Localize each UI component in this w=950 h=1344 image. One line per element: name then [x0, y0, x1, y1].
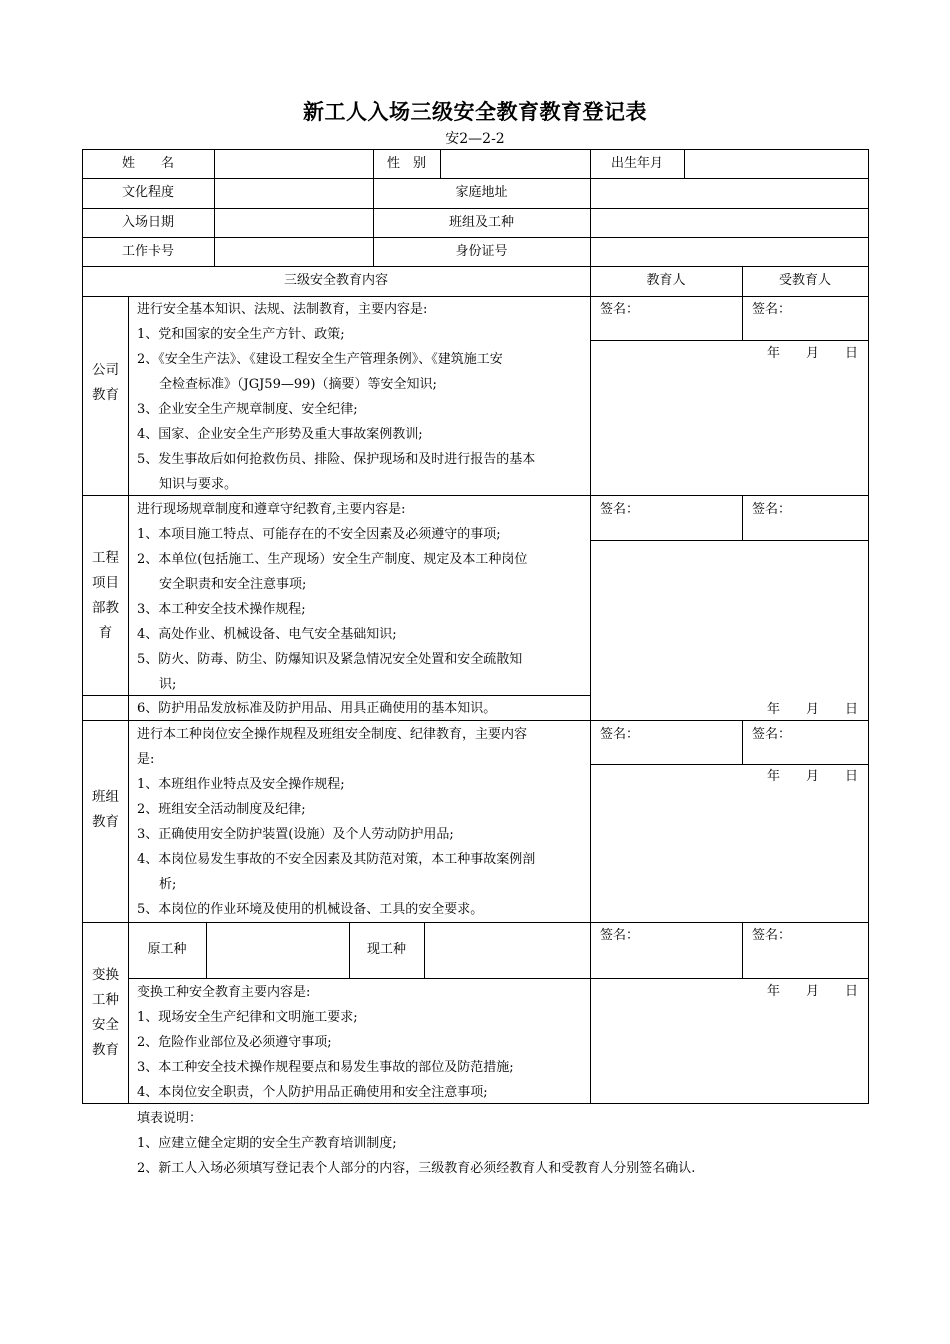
project-item-6: 6、防护用品发放标准及防护用品、用具正确使用的基本知识。 — [137, 701, 497, 716]
company-item-2-cont: 全检查标准》（JGJ59—99)（摘要）等安全知识; — [159, 377, 437, 392]
name-field[interactable] — [215, 150, 372, 178]
project-item-5-cont: 识; — [159, 677, 177, 692]
company-item-5-cont: 知识与要求。 — [159, 477, 238, 492]
change-content — [137, 980, 514, 1105]
project-section-label: 工程 项目 部教 育 — [92, 550, 119, 641]
team-item-4-cont: 析; — [159, 877, 177, 892]
current-trade-field[interactable] — [425, 923, 589, 977]
project-intro: 进行现场规章制度和遵章守纪教育,主要内容是: — [137, 502, 406, 517]
team-item-3: 3、正确使用安全防护装置(设施）及个人劳动防护用品; — [137, 827, 454, 842]
entry-date-field[interactable] — [215, 209, 372, 236]
education-label: 文化程度 — [121, 185, 174, 200]
team-item-4: 4、本岗位易发生事故的不安全因素及其防范对策，本工种事故案例剖 — [137, 852, 536, 867]
original-trade-field[interactable] — [207, 923, 348, 977]
team-item-1: 1、本班组作业特点及安全操作规程; — [137, 777, 345, 792]
change-item-4: 4、本岗位安全职责，个人防护用品正确使用和安全注意事项; — [137, 1085, 488, 1100]
address-field[interactable] — [591, 179, 867, 207]
change-intro: 变换工种安全教育主要内容是: — [137, 985, 311, 1000]
project-trainee-signature[interactable]: 签名： — [752, 502, 792, 517]
company-item-1: 1、党和国家的安全生产方针、政策; — [137, 327, 345, 342]
change-trainee-signature[interactable]: 签名： — [752, 928, 792, 943]
team-item-5: 5、本岗位的作业环境及使用的机械设备、工具的安全要求。 — [137, 902, 484, 917]
content-column-header: 三级安全教育内容 — [283, 273, 388, 288]
project-item-1: 1、本项目施工特点、可能存在的不安全因素及必须遵守的事项; — [137, 527, 501, 542]
gender-label: 性 别 — [386, 156, 426, 171]
change-item-2: 2、危险作业部位及必须遵守事项; — [137, 1035, 332, 1050]
company-item-3: 3、企业安全生产规章制度、安全纪律; — [137, 402, 358, 417]
team-section-label: 班组 教育 — [92, 789, 119, 830]
change-item-3: 3、本工种安全技术操作规程要点和易发生事故的部位及防范措施; — [137, 1060, 514, 1075]
team-trainee-signature[interactable]: 签名： — [752, 727, 792, 742]
team-item-2: 2、班组安全活动制度及纪律; — [137, 802, 306, 817]
name-label: 姓 名 — [121, 156, 174, 171]
card-label: 工作卡号 — [121, 243, 174, 259]
notes-heading: 填表说明： — [137, 1111, 203, 1126]
birth-label: 出生年月 — [610, 156, 663, 171]
company-item-4: 4、国家、企业安全生产形势及重大事故案例教训; — [137, 427, 423, 442]
team-label: 班组及工种 — [448, 214, 514, 230]
project-item-2: 2、本单位(包括施工、生产现场）安全生产制度、规定及本工种岗位 — [137, 552, 528, 567]
team-date[interactable]: 年 月 日 — [767, 769, 859, 784]
company-trainee-signature[interactable]: 签名： — [752, 302, 792, 317]
change-item-1: 1、现场安全生产纪律和文明施工要求; — [137, 1010, 358, 1025]
project-item-5: 5、防火、防毒、防尘、防爆知识及紧急情况安全处置和安全疏散知 — [137, 652, 523, 667]
trainee-column-header: 受教育人 — [778, 273, 831, 288]
notes-item-2: 2、新工人入场必须填写登记表个人部分的内容，三级教育必须经教育人和受教育人分别签名确认. — [137, 1161, 696, 1176]
team-intro-cont: 是: — [137, 752, 155, 767]
company-educator-signature[interactable]: 签名： — [600, 302, 640, 317]
project-educator-signature[interactable]: 签名： — [600, 502, 640, 517]
company-item-5: 5、发生事故后如何抢救伤员、排险、保护现场和及时进行报告的基本 — [137, 452, 536, 467]
project-item-3: 3、本工种安全技术操作规程; — [137, 602, 306, 617]
team-educator-signature[interactable]: 签名： — [600, 727, 640, 742]
project-content — [137, 497, 527, 697]
page-title: 新工人入场三级安全教育教育登记表 — [303, 100, 647, 124]
team-content — [137, 722, 535, 922]
education-field[interactable] — [215, 179, 372, 207]
birth-field[interactable] — [685, 150, 867, 178]
team-intro: 进行本工种岗位安全操作规程及班组安全制度、纪律教育，主要内容 — [137, 727, 528, 742]
change-date[interactable]: 年 月 日 — [767, 984, 859, 999]
project-date[interactable]: 年 月 日 — [767, 702, 859, 717]
current-trade-label: 现工种 — [366, 942, 406, 957]
team-field[interactable] — [591, 209, 867, 236]
educator-column-header: 教育人 — [646, 273, 686, 288]
company-date[interactable]: 年 月 日 — [767, 346, 859, 361]
gender-field[interactable] — [441, 150, 589, 178]
change-educator-signature[interactable]: 签名： — [600, 928, 640, 943]
form-code: 安2—2-2 — [445, 131, 505, 147]
company-intro: 进行安全基本知识、法规、法制教育，主要内容是: — [137, 302, 428, 317]
address-label: 家庭地址 — [455, 185, 508, 200]
original-trade-label: 原工种 — [147, 942, 187, 957]
project-item-2-cont: 安全职责和安全注意事项; — [159, 577, 307, 592]
notes-item-1: 1、应建立健全定期的安全生产教育培训制度; — [137, 1136, 397, 1151]
card-field[interactable] — [215, 238, 372, 265]
change-section-label: 变换 工种 安全 教育 — [92, 967, 119, 1058]
project-item-4: 4、高处作业、机械设备、电气安全基础知识; — [137, 627, 397, 642]
entry-date-label: 入场日期 — [121, 214, 174, 230]
id-label: 身份证号 — [455, 243, 508, 259]
company-section-label: 公司 教育 — [92, 362, 119, 403]
company-content — [137, 297, 535, 497]
fill-instructions — [137, 1106, 695, 1181]
company-item-2: 2、《安全生产法》、《建设工程安全生产管理条例》、《建筑施工安 — [137, 352, 503, 367]
project-item-6-row — [137, 696, 496, 721]
id-field[interactable] — [591, 238, 867, 265]
